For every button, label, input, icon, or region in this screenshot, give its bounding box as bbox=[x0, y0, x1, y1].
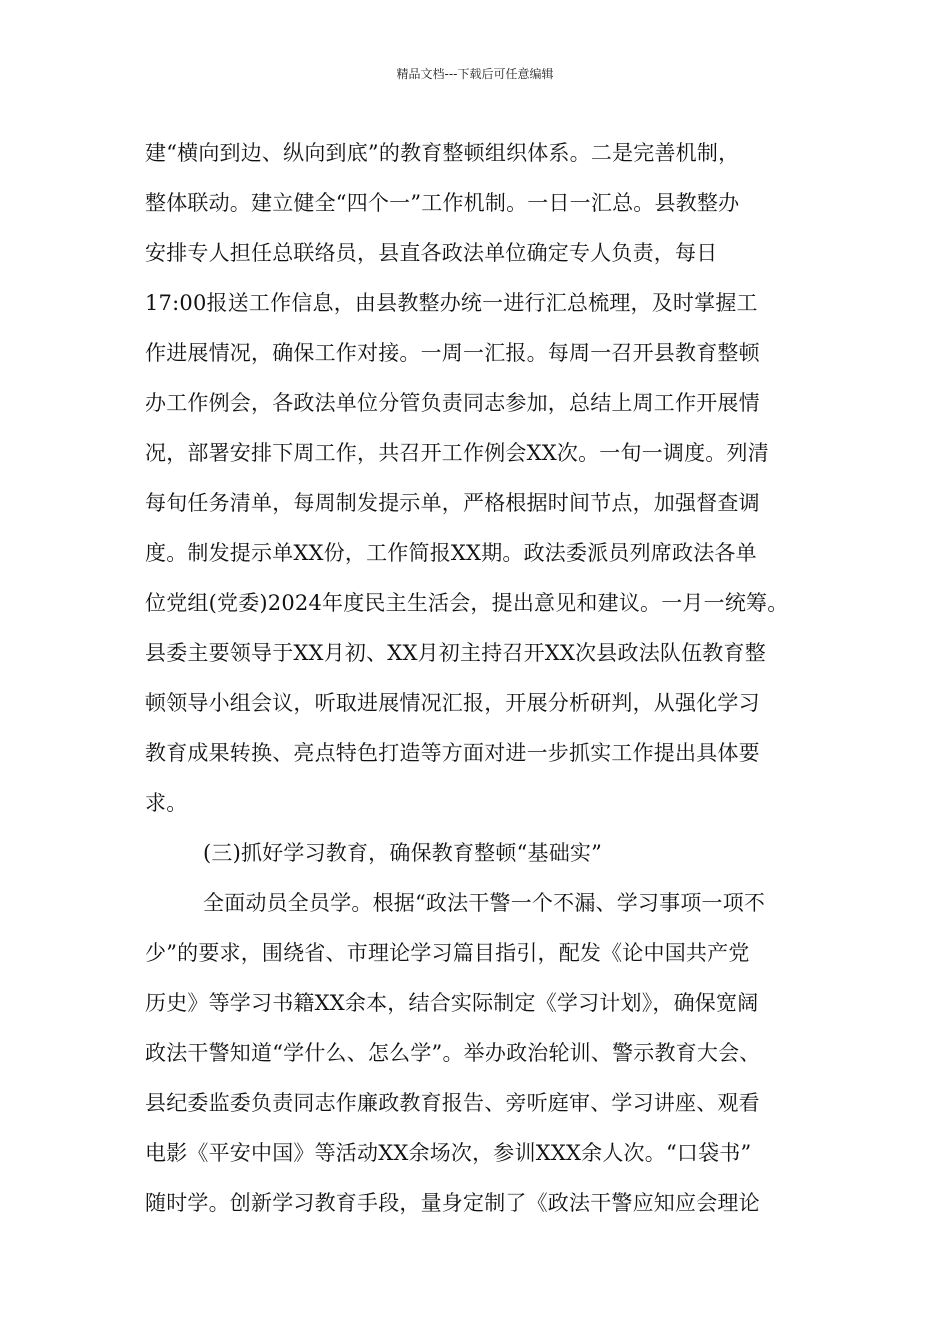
text-line: 政法干警知道“学什么、怎么学”。举办政治轮训、警示教育大会、 bbox=[145, 1041, 761, 1065]
text-line: 少”的要求，围绕省、市理论学习篇目指引，配发《论中国共产党 bbox=[145, 941, 750, 965]
text-line: 顿领导小组会议，听取进展情况汇报，开展分析研判，从强化学习 bbox=[145, 691, 760, 715]
text-line: 度。制发提示单XX份，工作简报XX期。政法委派员列席政法各单 bbox=[145, 541, 757, 565]
text-line: 整体联动。建立健全“四个一”工作机制。一日一汇总。县教整办 bbox=[145, 191, 740, 215]
text-line: 求。 bbox=[145, 791, 188, 815]
text-line: 每旬任务清单，每周制发提示单，严格根据时间节点，加强督查调 bbox=[145, 491, 760, 515]
text-line: 电影《平安中国》等活动XX余场次，参训XXX余人次。“口袋书” bbox=[145, 1141, 752, 1165]
text-line: 安排专人担任总联络员，县直各政法单位确定专人负责，每日 bbox=[145, 241, 718, 265]
section-heading: (三)抓好学习教育，确保教育整顿“基础实” bbox=[203, 841, 603, 865]
text-line: 作进展情况，确保工作对接。一周一汇报。每周一召开县教育整顿 bbox=[145, 341, 760, 365]
text-line: 县委主要领导于XX月初、XX月初主持召开XX次县政法队伍教育整 bbox=[145, 641, 766, 665]
document-body bbox=[145, 128, 835, 1228]
text-line: 县纪委监委负责同志作廉政教育报告、旁听庭审、学习讲座、观看 bbox=[145, 1091, 760, 1115]
text-line: 办工作例会，各政法单位分管负责同志参加，总结上周工作开展情 bbox=[145, 391, 760, 415]
text-line: 况，部署安排下周工作，共召开工作例会XX次。一旬一调度。列清 bbox=[145, 441, 769, 465]
text-line: 17:00报送工作信息，由县教整办统一进行汇总梳理，及时掌握工 bbox=[145, 291, 758, 315]
text-line: 建“横向到边、纵向到底”的教育整顿组织体系。二是完善机制， bbox=[145, 141, 740, 165]
text-line: 教育成果转换、亮点特色打造等方面对进一步抓实工作提出具体要 bbox=[145, 741, 760, 765]
page-header: 精品文档---下载后可任意编辑 bbox=[396, 67, 554, 81]
text-line: 随时学。创新学习教育手段，量身定制了《政法干警应知应会理论 bbox=[145, 1191, 760, 1215]
text-line: 全面动员全员学。根据“政法干警一个不漏、学习事项一项不 bbox=[203, 891, 766, 915]
text-line: 历史》等学习书籍XX余本，结合实际制定《学习计划》，确保宽阔 bbox=[145, 991, 759, 1015]
text-line: 位党组(党委)2024年度民主生活会，提出意见和建议。一月一统筹。 bbox=[145, 591, 789, 615]
